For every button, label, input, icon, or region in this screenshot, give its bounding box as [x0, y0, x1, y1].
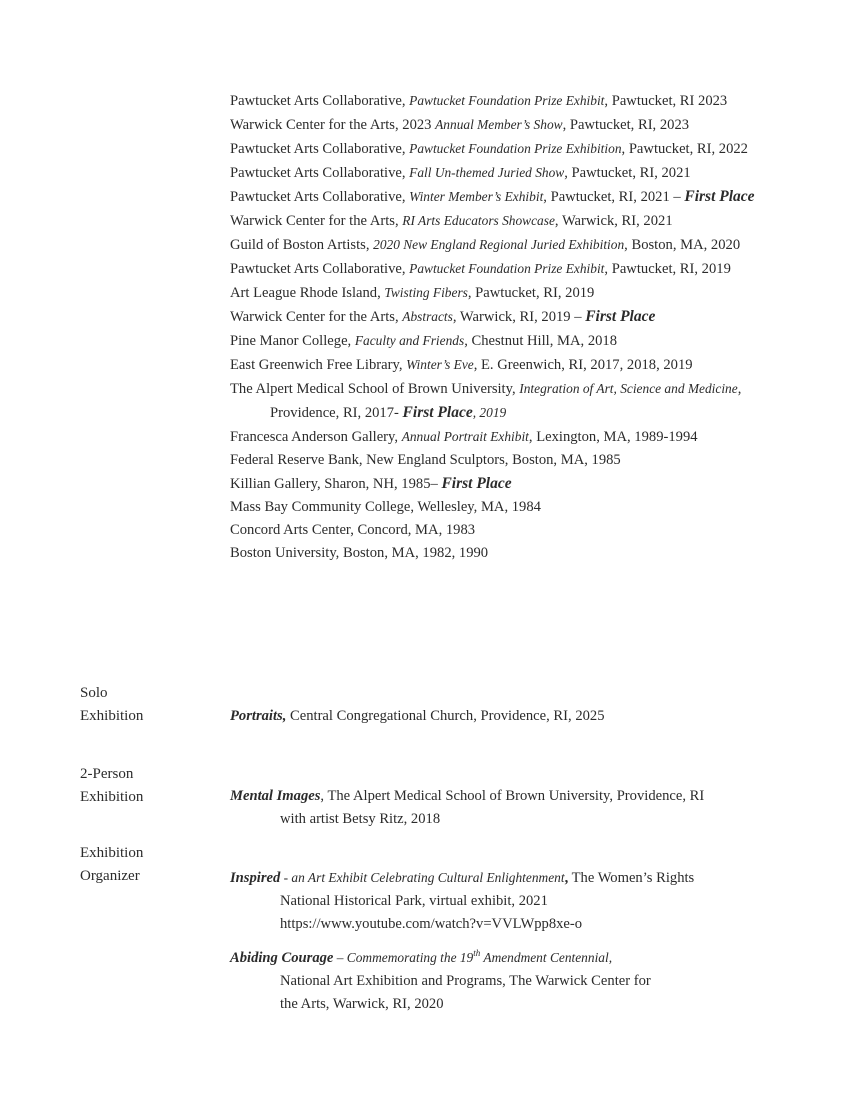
exhibit-text: , Pawtucket, RI, 2019 — [604, 261, 731, 277]
exhibit-text: Warwick Center for the Arts, — [230, 213, 403, 229]
exhibition-entry — [230, 185, 790, 209]
exhibit-details-line2: with artist Betsy Ritz, 2018 — [280, 811, 441, 827]
exhibit-details-line2: National Art Exhibition and Programs, The Warwick Center for — [280, 973, 651, 989]
exhibit-text: Warwick Center for the Arts, — [230, 309, 403, 325]
exhibit-title: Winter Member’s Exhibit — [409, 189, 544, 204]
two-person-exhibition-entry — [230, 785, 790, 831]
exhibit-url[interactable]: https://www.youtube.com/watch?v=VVLWpp8xe-o — [280, 916, 583, 932]
exhibit-text: Concord Arts Center, Concord, MA, 1983 — [230, 522, 476, 538]
exhibit-text: , E. Greenwich, RI, 2017, 2018, 2019 — [473, 357, 693, 373]
exhibit-text: Pawtucket Arts Collaborative, — [230, 165, 410, 181]
exhibit-title: Winter’s Eve — [406, 357, 474, 372]
exhibit-text: , Pawtucket, RI, 2021 — [564, 165, 691, 181]
exhibition-entry — [230, 281, 790, 305]
exhibition-entry — [230, 329, 790, 353]
exhibition-entry — [230, 209, 790, 233]
group-exhibitions-list — [230, 89, 790, 565]
label-line: Exhibition — [80, 708, 144, 724]
exhibit-subtitle-end: Amendment Centennial, — [480, 950, 613, 965]
exhibition-entry — [230, 496, 790, 519]
label-line: Solo — [80, 685, 108, 701]
exhibit-text: , Boston, MA, 2020 — [624, 237, 741, 253]
label-line: Exhibition — [80, 845, 144, 861]
exhibit-details-line3: the Arts, Warwick, RI, 2020 — [280, 996, 444, 1012]
exhibit-text: Pawtucket Arts Collaborative, — [230, 141, 410, 157]
exhibit-title: Abiding Courage — [230, 950, 334, 966]
exhibit-text: , Providence, RI, 2017- — [270, 381, 742, 421]
organizer-entry-abiding-courage — [230, 946, 790, 1016]
exhibition-entry — [230, 257, 790, 281]
solo-exhibition-entry — [230, 705, 790, 728]
exhibit-text: , Chestnut Hill, MA, 2018 — [464, 333, 618, 349]
exhibition-entry — [230, 161, 790, 185]
exhibit-text: , Pawtucket, RI, 2019 — [467, 285, 595, 301]
exhibition-entry — [230, 519, 790, 542]
exhibition-entry — [230, 137, 790, 161]
label-line: Exhibition — [80, 789, 144, 805]
exhibit-text: , Warwick, RI, 2019 – — [452, 309, 586, 325]
exhibition-entry — [230, 233, 790, 257]
exhibition-entry — [230, 89, 790, 113]
exhibit-subtitle: – Commemorating the 19 — [333, 950, 474, 965]
exhibit-title: Pawtucket Foundation Prize Exhibit — [409, 261, 605, 276]
exhibit-text: Killian Gallery, Sharon, NH, 1985– — [230, 476, 442, 492]
exhibit-title: Inspired — [230, 870, 281, 886]
exhibition-entry — [230, 472, 790, 496]
exhibit-text: Guild of Boston Artists, — [230, 237, 374, 253]
label-line: 2-Person — [80, 766, 134, 782]
exhibition-entry — [230, 542, 790, 565]
exhibit-title: Integration of Art, Science and Medicine — [519, 381, 738, 396]
exhibit-details: The Women’s Rights — [568, 870, 695, 886]
exhibit-text: Boston University, Boston, MA, 1982, 1990 — [230, 545, 489, 561]
exhibition-entry — [230, 449, 790, 472]
exhibit-title: Faculty and Friends — [354, 333, 465, 348]
exhibit-text: East Greenwich Free Library, — [230, 357, 407, 373]
exhibit-details: , The Alpert Medical School of Brown University, Providence, RI — [320, 788, 705, 804]
exhibit-details-line2: National Historical Park, virtual exhibit, 2021 — [280, 893, 548, 909]
solo-exhibition-label — [80, 682, 200, 728]
exhibit-text: Pawtucket Arts Collaborative, — [230, 261, 410, 277]
exhibit-subtitle: - an Art Exhibit Celebrating Cultural Enlightenment — [280, 870, 565, 885]
exhibition-entry — [230, 353, 790, 377]
exhibit-text: Mass Bay Community College, Wellesley, MA, 1984 — [230, 499, 541, 515]
exhibit-text: , Pawtucket, RI, 2021 – — [543, 189, 685, 205]
award-label: First Place — [441, 475, 512, 492]
exhibit-text: , Pawtucket, RI, 2022 — [621, 141, 748, 157]
exhibition-entry — [230, 113, 790, 137]
exhibit-title: Annual Member’s Show — [435, 117, 563, 132]
award-label: First Place — [684, 188, 755, 205]
organizer-entry-inspired — [230, 866, 790, 936]
exhibit-text: , Warwick, RI, 2021 — [554, 213, 673, 229]
exhibit-text: Federal Reserve Bank, New England Sculptors, Boston, MA, 1985 — [230, 452, 621, 468]
exhibit-title: Abstracts — [402, 309, 453, 324]
exhibit-details: Central Congregational Church, Providence, RI, 2025 — [286, 708, 605, 724]
exhibit-title: Annual Portrait Exhibit — [401, 429, 529, 444]
exhibit-title: Pawtucket Foundation Prize Exhibit — [409, 93, 605, 108]
exhibit-text: Pine Manor College, — [230, 333, 355, 349]
exhibit-text: , Lexington, MA, 1989-1994 — [528, 429, 698, 445]
exhibition-entry — [230, 425, 790, 449]
exhibit-text: , Pawtucket, RI, 2023 — [562, 117, 690, 133]
exhibit-title: 2020 New England Regional Juried Exhibition — [373, 237, 625, 252]
exhibit-title: RI Arts Educators Showcase — [402, 213, 555, 228]
exhibit-text: , 2019 — [472, 405, 507, 420]
exhibit-text: Art League Rhode Island, — [230, 285, 385, 301]
exhibition-organizer-label — [80, 842, 200, 888]
award-label: First Place — [585, 308, 656, 325]
award-label: First Place — [402, 404, 473, 421]
exhibit-title: Twisting Fibers — [384, 285, 468, 300]
exhibit-comma: , — [564, 870, 569, 886]
exhibit-text: Francesca Anderson Gallery, — [230, 429, 402, 445]
two-person-exhibition-label — [80, 763, 200, 809]
label-line: Organizer — [80, 868, 140, 884]
exhibit-title: Fall Un-themed Juried Show — [409, 165, 565, 180]
exhibit-text: Warwick Center for the Arts, 2023 — [230, 117, 436, 133]
exhibit-title: Portraits, — [230, 708, 287, 724]
exhibit-text: Pawtucket Arts Collaborative, — [230, 189, 410, 205]
exhibit-text: The Alpert Medical School of Brown University, — [230, 381, 520, 397]
exhibit-text: Pawtucket Arts Collaborative, — [230, 93, 410, 109]
exhibition-entry — [230, 377, 790, 425]
exhibit-title: Pawtucket Foundation Prize Exhibition — [409, 141, 622, 156]
exhibit-title: Mental Images — [230, 788, 321, 804]
ordinal-suffix: th — [473, 948, 481, 959]
exhibition-entry — [230, 305, 790, 329]
exhibit-text: , Pawtucket, RI 2023 — [604, 93, 728, 109]
